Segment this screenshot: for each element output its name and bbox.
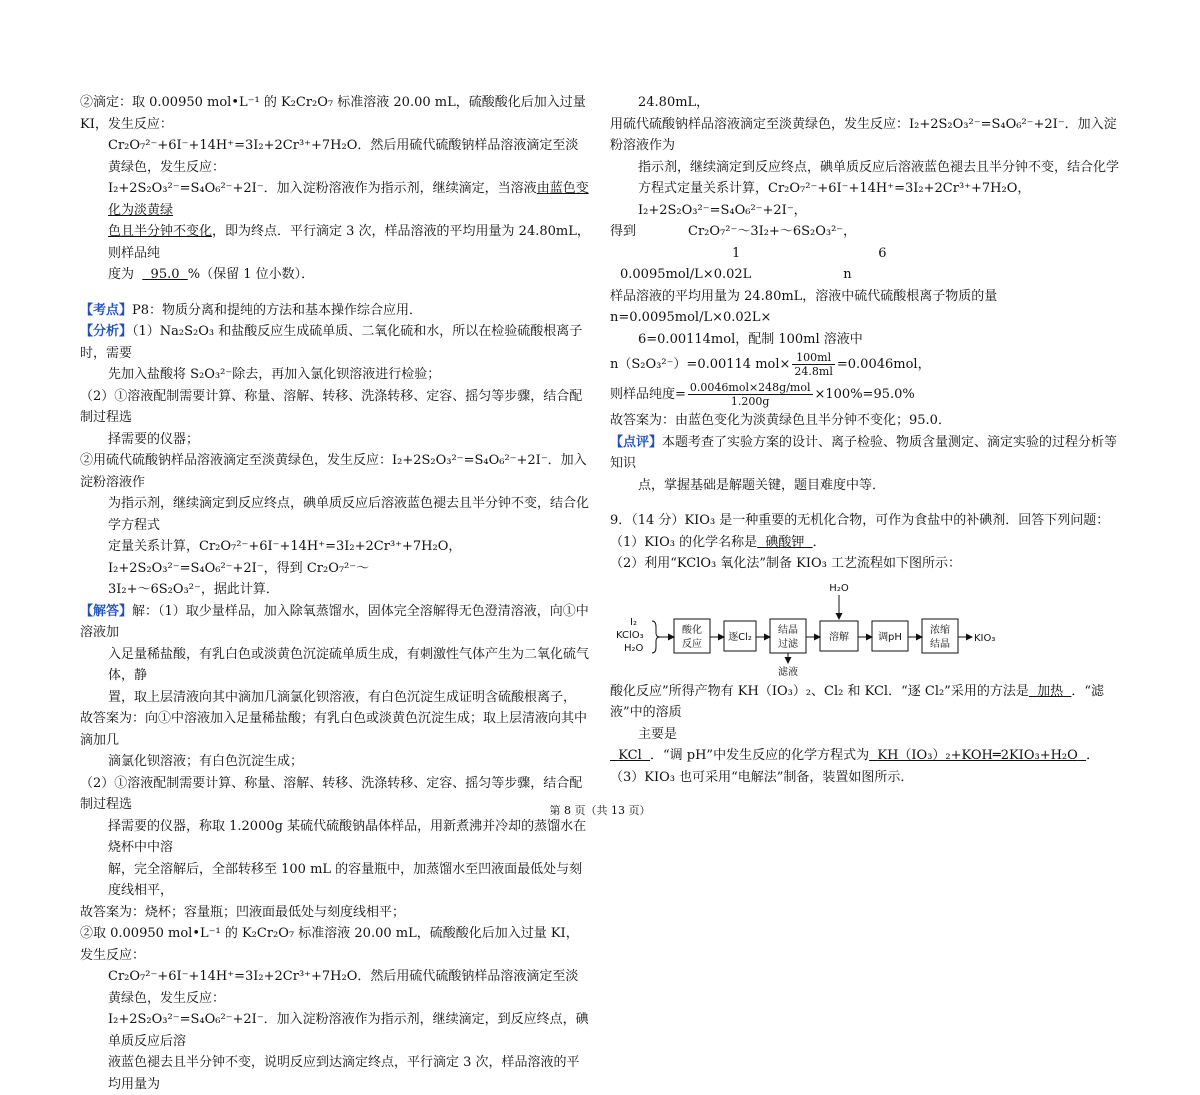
left-line: 液蓝色褪去且半分钟不变，说明反应到达滴定终点，平行滴定 3 次，样品溶液的平均用量为: [108, 1055, 580, 1092]
dianping-tag: 【点评】: [610, 434, 663, 450]
right-line: 0.0095mol/L×0.02L n: [620, 267, 852, 282]
left-column: [80, 92, 590, 1095]
dianping: 【点评】本题考查了实验方案的设计、离子检验、物质含量测定、滴定实验的过程分析等知识: [610, 434, 1118, 471]
input-h2o: H₂O: [624, 642, 644, 654]
input-brace: [652, 621, 660, 653]
left-line: 为指示剂，继续滴定到反应终点，碘单质反应后溶液蓝色褪去且半分钟不变，结合化学方程式: [108, 496, 590, 533]
left-line: （2）①溶液配制需要计算、称量、溶解、转移、洗涤转移、定容、摇匀等步骤，结合配制过程选: [80, 388, 583, 425]
svg-text:调pH: 调pH: [878, 631, 902, 643]
h2o-input: H₂O: [829, 582, 849, 594]
input-kclo3: KClO₃: [616, 629, 644, 641]
answer-blank: 色且半分钟不变化: [108, 224, 213, 239]
svg-text:结晶: 结晶: [930, 638, 950, 650]
left-line: 先加入盐酸将 S₂O₃²⁻除去，再加入氯化钡溶液进行检验；: [108, 367, 441, 382]
jieda: 【解答】解：（1）取少量样品，加入除氧蒸馏水，固体完全溶解得无色澄清溶液，向①中溶液加: [80, 603, 589, 640]
left-line: I₂+2S₂O₃²⁻=S₄O₆²⁻+2I⁻．加入淀粉溶液作为指示剂，继续滴定，当溶液由蓝色变化为淡黄绿: [108, 181, 589, 218]
answer-blank: KH（IO₃）₂+KOH═2KIO₃+H₂O: [877, 748, 1078, 763]
left-line: 择需要的仪器；: [108, 431, 200, 447]
fraction: $\frac{100ml}{24.8ml}$: [794, 351, 833, 378]
output-kio3: KIO₃: [974, 632, 996, 644]
fenxi-tag: 【分析】: [80, 324, 133, 339]
left-line: 定量关系计算，Cr₂O₇²⁻+6I⁻+14H⁺=3I₂+2Cr³⁺+7H₂O，I₂+2S₂O₃²⁻=S₄O₆²⁻+2I⁻，得到 Cr₂O₇²⁻～: [108, 539, 462, 576]
left-line: 色且半分钟不变化，即为终点．平行滴定 3 次，样品溶液的平均用量为 24.80mL，则样品纯: [108, 224, 590, 261]
right-line: 主要是: [638, 726, 678, 742]
left-line: Cr₂O₇²⁻+6I⁻+14H⁺=3I₂+2Cr³⁺+7H₂O．然后用硫代硫酸钠样品溶液滴定至淡黄绿色，发生反应：: [108, 969, 579, 1006]
right-line: 24.80mL，: [638, 95, 710, 110]
right-line: （1）KIO₃ 的化学名称是 碘酸钾 ．: [610, 534, 826, 550]
answer-blank: 95.0: [150, 267, 180, 282]
page-footer: 第 8 页（共 13 页）: [549, 804, 651, 817]
left-line: I₂+2S₂O₃²⁻=S₄O₆²⁻+2I⁻．加入淀粉溶液作为指示剂，继续滴定，到反应终点，碘单质反应后溶: [108, 1012, 589, 1049]
left-line: 入足量稀盐酸，有乳白色或淡黄色沉淀硫单质生成，有刺激性气体产生为二氧化硫气体，静: [108, 646, 590, 683]
right-line: 1 6: [732, 245, 887, 261]
right-line: 用硫代硫酸钠样品溶液滴定至淡黄绿色，发生反应：I₂+2S₂O₃²⁻=S₄O₆²⁻+2I⁻．加入淀粉溶液作为: [610, 116, 1117, 153]
svg-text:酸化: 酸化: [682, 624, 702, 636]
svg-text:逐Cl₂: 逐Cl₂: [728, 631, 752, 643]
right-line: 点，掌握基础是解题关键，题目难度中等．: [638, 477, 886, 493]
right-line: 故答案为：由蓝色变化为淡黄绿色且半分钟不变化；95.0．: [610, 413, 951, 428]
kaodian: 【考点】P8：物质分离和提纯的方法和基本操作综合应用．: [80, 302, 423, 318]
process-flow-diagram: [610, 579, 1030, 679]
right-line: 则样品纯度= $\frac{\text{0.0046mol×248g/mol}}{1.200g}$ ×100%=95.0%: [610, 381, 915, 408]
fraction: $\frac{\text{0.0046mol×248g/mol}}{1.200g}$: [689, 381, 811, 408]
svg-text:溶解: 溶解: [829, 631, 849, 643]
left-line: 解，完全溶解后，全部转移至 100 mL 的容量瓶中，加蒸馏水至凹液面最低处与刻度线相平，: [108, 861, 583, 898]
svg-text:反应: 反应: [682, 638, 702, 650]
jieda-tag: 【解答】: [80, 603, 133, 619]
right-line: 方程式定量关系计算，Cr₂O₇²⁻+6I⁻+14H⁺=3I₂+2Cr³⁺+7H₂O，I₂+2S₂O₃²⁻=S₄O₆²⁻+2I⁻，: [638, 181, 1031, 218]
right-line: KCl ．“调 pH”中发生反应的化学方程式为 KH（IO₃）₂+KOH═2KIO₃+H₂O ．: [610, 745, 1125, 767]
left-line: 3I₂+～6S₂O₃²⁻，据此计算．: [108, 582, 279, 597]
svg-text:浓缩: 浓缩: [930, 624, 950, 636]
right-line: 样品溶液的平均用量为 24.80mL，溶液中硫代硫酸根离子物质的量 n=0.0095mol/L×0.02L×: [610, 288, 998, 325]
left-line: 滴氯化钡溶液；有白色沉淀生成；: [108, 754, 304, 769]
left-line: 度为 95.0 %（保留 1 位小数）．: [108, 267, 315, 282]
right-line: （2）利用“KClO₃ 氧化法”制备 KIO₃ 工艺流程如下图所示：: [610, 556, 962, 571]
svg-text:过滤: 过滤: [778, 638, 798, 650]
left-line: ②滴定：取 0.00950 mol•L⁻¹ 的 K₂Cr₂O₇ 标准溶液 20.00 mL，硫酸酸化后加入过量 KI，发生反应：: [80, 95, 586, 132]
left-line: ②取 0.00950 mol•L⁻¹ 的 K₂Cr₂O₇ 标准溶液 20.00 mL，硫酸酸化后加入过量 KI，发生反应：: [80, 926, 579, 963]
right-column: [610, 92, 1125, 788]
answer-blank: 由蓝色变化为淡黄绿: [108, 181, 589, 218]
question-9: 9．（14 分）KIO₃ 是一种重要的无机化合物，可作为食盐中的补碘剂．回答下列问题：: [610, 513, 1110, 528]
right-line: n（S₂O₃²⁻）=0.00114 mol× $\frac{100ml}{24.8ml}$ =0.0046mol，: [610, 351, 931, 378]
left-line: 故答案为：烧杯；容量瓶；凹液面最低处与刻度线相平；: [80, 904, 406, 920]
answer-blank: 加热: [1037, 683, 1064, 699]
left-line: （2）①溶液配制需要计算、称量、溶解、转移、洗涤转移、定容、摇匀等步骤，结合配制过程选: [80, 775, 583, 812]
left-line: 故答案为：向①中溶液加入足量稀盐酸；有乳白色或淡黄色沉淀生成；取上层清液向其中滴加几: [80, 711, 588, 748]
left-line: 择需要的仪器，称取 1.2000g 某硫代硫酸钠晶体样品，用新煮沸并冷却的蒸馏水在烧杯中中溶: [108, 818, 587, 855]
fenxi: 【分析】（1）Na₂S₂O₃ 和盐酸反应生成硫单质、二氧化硫和水，所以在检验硫酸根离子时，需要: [80, 324, 583, 361]
answer-blank: 碘酸钾: [765, 534, 805, 550]
answer-blank: KCl: [618, 748, 642, 763]
left-line: 置，取上层清液向其中滴加几滴氯化钡溶液，有白色沉淀生成证明含硫酸根离子，: [108, 689, 577, 705]
filtrate-label: 滤液: [778, 666, 798, 678]
left-line: ②用硫代硫酸钠样品溶液滴定至淡黄绿色，发生反应：I₂+2S₂O₃²⁻=S₄O₆²⁻+2I⁻．加入淀粉溶液作: [80, 453, 587, 490]
svg-text:结晶: 结晶: [778, 624, 798, 636]
right-line: 酸化反应”所得产物有 KH（IO₃）₂、Cl₂ 和 KCl．“逐 Cl₂”采用的方法是 加热 ．“滤液”中的溶质: [610, 683, 1105, 720]
input-i2: I₂: [630, 616, 637, 628]
right-line: 得到 Cr₂O₇²⁻～3I₂+～6S₂O₃²⁻，: [610, 224, 857, 239]
right-line: 指示剂，继续滴定到反应终点，碘单质反应后溶液蓝色褪去且半分钟不变，结合化学: [638, 159, 1120, 175]
right-line: 6=0.00114mol，配制 100ml 溶液中: [638, 331, 863, 347]
kaodian-tag: 【考点】: [80, 302, 133, 318]
right-line: （3）KIO₃ 也可采用“电解法”制备，装置如图所示．: [610, 769, 914, 785]
left-line: Cr₂O₇²⁻+6I⁻+14H⁺=3I₂+2Cr³⁺+7H₂O．然后用硫代硫酸钠样品溶液滴定至淡黄绿色，发生反应：: [108, 138, 579, 175]
